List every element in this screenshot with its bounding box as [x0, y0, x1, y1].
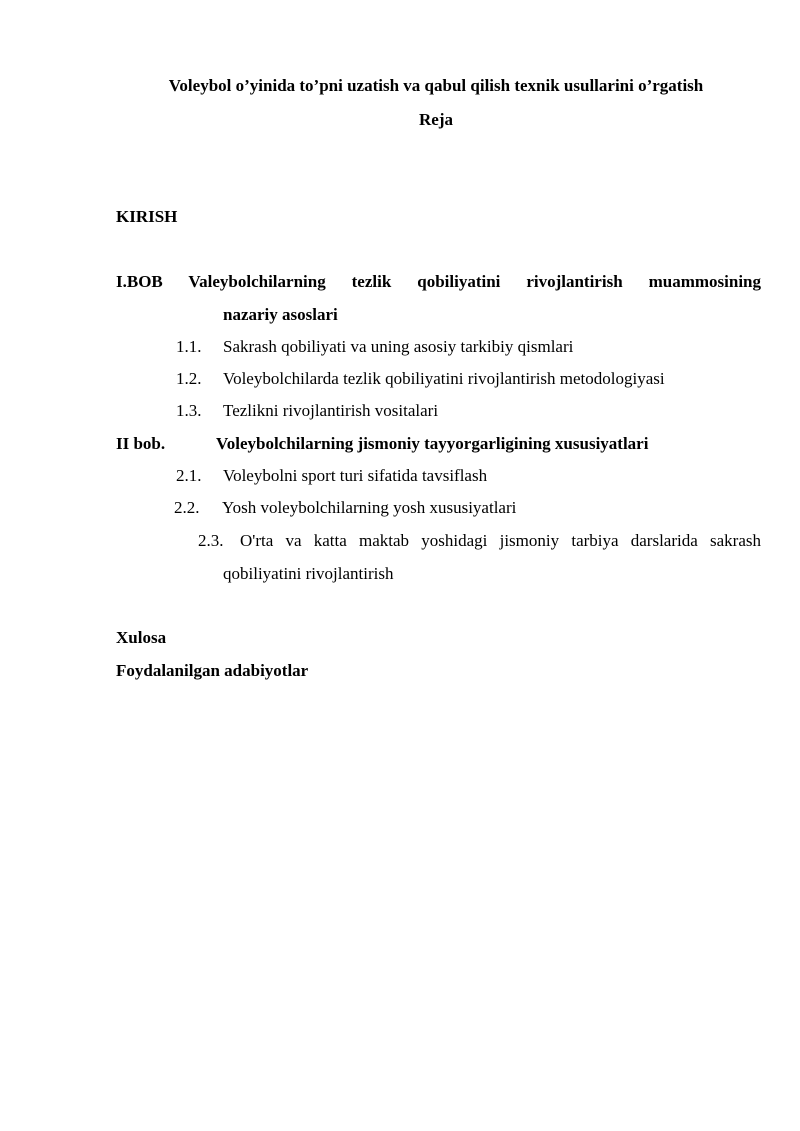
toc-item-1-2: [176, 369, 665, 389]
chapter2-label: II bob.: [116, 434, 166, 453]
toc-item-number: 2.3.: [198, 531, 224, 550]
intro-heading: KIRISH: [116, 207, 178, 226]
chapter1-heading: [116, 272, 761, 292]
chapter2-heading: [116, 434, 649, 454]
document-subtitle: Reja: [419, 110, 453, 129]
toc-item-text-line1: O'rta va katta maktab yoshidagi jismoniy tarbiya darslarida sakrash: [240, 531, 761, 550]
toc-item-number: 2.1.: [176, 466, 202, 485]
toc-item-text-line2: qobiliyatini rivojlantirish: [223, 564, 394, 583]
toc-item-text: Yosh voleybolchilarning yosh xususiyatlari: [222, 498, 517, 517]
toc-item-text: Voleybolni sport turi sifatida tavsiflash: [223, 466, 488, 485]
toc-item-text: Voleybolchilarda tezlik qobiliyatini rivojlantirish metodologiyasi: [223, 369, 665, 388]
references-heading: Foydalanilgan adabiyotlar: [116, 661, 309, 680]
document-title: Voleybol o’yinida to’pni uzatish va qabul qilish texnik usullarini o’rgatish: [168, 76, 704, 95]
toc-item-2-3: [198, 531, 761, 551]
toc-item-text: Sakrash qobiliyati va uning asosiy tarkibiy qismlari: [223, 337, 574, 356]
conclusion-heading: Xulosa: [116, 628, 167, 647]
chapter1-label: I.BOB: [116, 272, 163, 291]
toc-item-2-1: [176, 466, 487, 486]
toc-item-number: 1.2.: [176, 369, 202, 388]
toc-item-2-2: [174, 498, 516, 518]
toc-item-1-3: [176, 401, 438, 421]
toc-item-number: 2.2.: [174, 498, 200, 517]
chapter1-title-line1: Valeybolchilarning tezlik qobiliyatini rivojlantirish muammosining: [188, 272, 761, 291]
toc-item-number: 1.1.: [176, 337, 202, 356]
chapter2-title: Voleybolchilarning jismoniy tayyorgarligining xususiyatlari: [216, 434, 649, 453]
chapter1-title-line2: nazariy asoslari: [223, 305, 338, 324]
toc-item-number: 1.3.: [176, 401, 202, 420]
toc-item-text: Tezlikni rivojlantirish vositalari: [223, 401, 439, 420]
toc-item-1-1: [176, 337, 573, 357]
